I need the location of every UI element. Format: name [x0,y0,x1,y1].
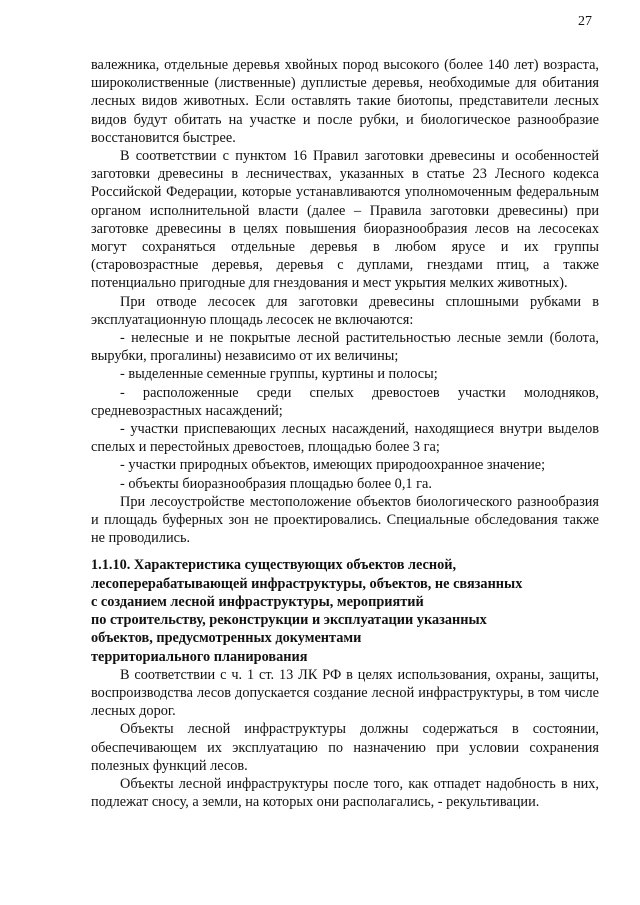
heading-line: по строительству, реконструкции и эксплуатации указанных [91,612,487,629]
list-item: - участки приспевающих лесных насаждений, находящиеся внутри выделов спелых и перестойных древостоев, площадью более 3 га; [91,421,599,456]
paragraph: При отводе лесосек для заготовки древесины сплошными рубками в эксплуатационную площадь лесосек не включаются: [91,293,599,328]
paragraph: В соответствии с пунктом 16 Правил заготовки древесины и особенностей заготовки древесины в лесничествах, указанных в статье 23 Лесного кодекса Российской Федерации, которые устанавливаются уполномоченным федеральным органом исполнительной власти (далее – Правила заготовки древесины) при заготовке древесины в целях повышения биоразнообразия лесов на лесосеках могут сохраняться отдельные деревья в любом ярусе и их группы (старовозрастные деревья, деревья с дуплами, гнездами птиц, а также потенциально пригодные для гнездования и мест укрытия мелких животных). [91,148,599,292]
paragraph: Объекты лесной инфраструктуры после того, как отпадет надобность в них, подлежат сносу, а земли, на которых они располагались, - рекультивации. [91,775,599,811]
paragraph: валежника, отдельные деревья хвойных пород высокого (более 140 лет) возраста, широколиственные (лиственные) дуплистые деревья, необходимые для обитания лесных видов животных. Если оставлять такие биотопы, представители лесных видов будут обитать на участке и после рубки, и биологическое разнообразие восстановится быстрее. [91,57,599,146]
heading-line: объектов, предусмотренных документами [91,630,362,647]
list-item: - участки природных объектов, имеющих природоохранное значение; [120,457,546,474]
paragraph: В соответствии с ч. 1 ст. 13 ЛК РФ в целях использования, охраны, защиты, воспроизводства лесов допускается создание лесной инфраструктуры, в том числе лесных дорог. [91,666,599,720]
paragraph: При лесоустройстве местоположение объектов биологического разнообразия и площадь буферных зон не проектировались. Специальные обследования также не проводились. [91,493,599,547]
page-number: 27 [578,14,592,29]
document-body [91,56,599,811]
list-item: - объекты биоразнообразия площадью более 0,1 га. [120,475,432,492]
section-heading [91,556,599,665]
list-item: - нелесные и не покрытые лесной растительностью лесные земли (болота, вырубки, прогалины) независимо от их величины; [91,330,599,365]
heading-line: с созданием лесной инфраструктуры, мероприятий [91,593,424,610]
list-item: - выделенные семенные группы, куртины и полосы; [120,366,438,383]
list-item: - расположенные среди спелых древостоев участки молодняков, средневозрастных насаждений; [91,384,599,419]
paragraph: Объекты лесной инфраструктуры должны содержаться в состоянии, обеспечивающем их эксплуатацию по назначению при условии сохранения полезных функций лесов. [91,721,599,774]
heading-line: территориального планирования [91,648,308,665]
heading-line: 1.1.10. Характеристика существующих объектов лесной, [91,557,457,574]
heading-line: лесоперерабатывающей инфраструктуры, объектов, не связанных [91,575,523,592]
